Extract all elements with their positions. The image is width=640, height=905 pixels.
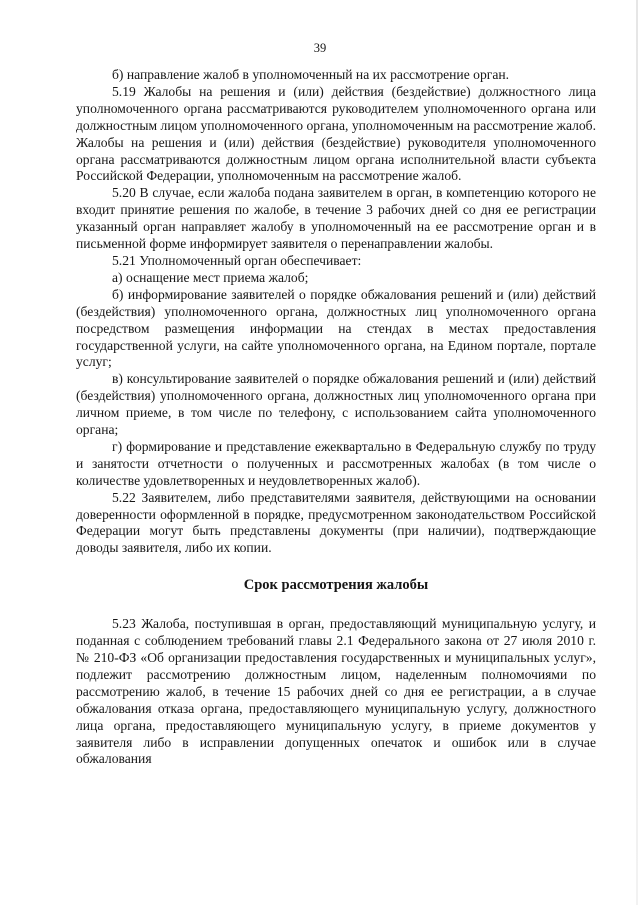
page-number: 39 bbox=[313, 41, 327, 55]
paragraph-5-19: 5.19 Жалобы на решения и (или) действия (бездействие) должностного лица уполномоченного органа рассматриваются руководителем уполномоченного органа или должностным лицом уполномоченного органа, уполномоченным на рассмотрение жалоб. Жалобы на решения и (или) действия (бездействие) руководителя уполномоченного органа рассматриваются должностным лицом органа исполнительной власти субъекта Российской Федерации, уполномоченным на рассмотрение жалоб. bbox=[76, 83, 596, 184]
spacer bbox=[76, 594, 596, 616]
paragraph-5-23: 5.23 Жалоба, поступившая в орган, предоставляющий муниципальную услугу, и поданная с соблюдением требований главы 2.1 Федерального закона от 27 июля 2010 г. № 210-ФЗ «Об организации предоставления государственных и муниципальных услуг», подлежит рассмотрению должностным лицом, наделенным полномочиями по рассмотрению жалоб, в течение 15 рабочих дней со дня ее регистрации, а в случае обжалования отказа органа, предоставляющего муниципальную услугу, должностного лица органа, предоставляющего муниципальную услугу, в приеме документов у заявителя либо в исправлении допущенных опечаток и ошибок или в случае обжалования bbox=[76, 616, 596, 767]
paragraph-item-b: б) информирование заявителей о порядке обжалования решений и (или) действий (бездействия) уполномоченного органа, должностных лиц уполномоченного органа посредством размещения информации на стендах в местах предоставления государственной услуги, на сайте уполномоченного органа, на Едином портале, портале услуг; bbox=[76, 286, 596, 370]
spacer bbox=[76, 557, 596, 577]
paragraph-5-22: 5.22 Заявителем, либо представителями заявителя, действующими на основании доверенности оформленной в порядке, предусмотренном законодательством Российской Федерации могут быть представлены документы (при наличии), подтверждающие доводы заявителя, либо их копии. bbox=[76, 489, 596, 556]
section-heading: Срок рассмотрения жалобы bbox=[243, 577, 429, 594]
paragraph-5-21: 5.21 Уполномоченный орган обеспечивает: bbox=[112, 252, 362, 268]
document-body bbox=[76, 67, 596, 768]
paragraph-item-a: а) оснащение мест приема жалоб; bbox=[112, 269, 309, 285]
paragraph-item-v: в) консультирование заявителей о порядке обжалования решений и (или) действий (бездействия) уполномоченного органа, должностных лиц уполномоченного органа при личном приеме, в том числе по телефону, с использованием сайта уполномоченного органа; bbox=[76, 371, 596, 438]
scan-edge bbox=[636, 0, 638, 905]
paragraph-item-g: г) формирование и представление ежеквартально в Федеральную службу по труду и занятости отчетности о полученных и рассмотренных жалобах (в том числе о количестве удовлетворенных и неудовлетворенных жалоб). bbox=[76, 438, 596, 488]
paragraph-item-b-complaints-direction: б) направление жалоб в уполномоченный на их рассмотрение орган. bbox=[112, 67, 510, 82]
paragraph-5-20: 5.20 В случае, если жалоба подана заявителем в орган, в компетенцию которого не входит принятие решения по жалобе, в течение 3 рабочих дней со дня ее регистрации указанный орган направляет жалобу в уполномоченный на ее рассмотрение орган и в письменной форме информирует заявителя о перенаправлении жалобы. bbox=[76, 185, 596, 252]
